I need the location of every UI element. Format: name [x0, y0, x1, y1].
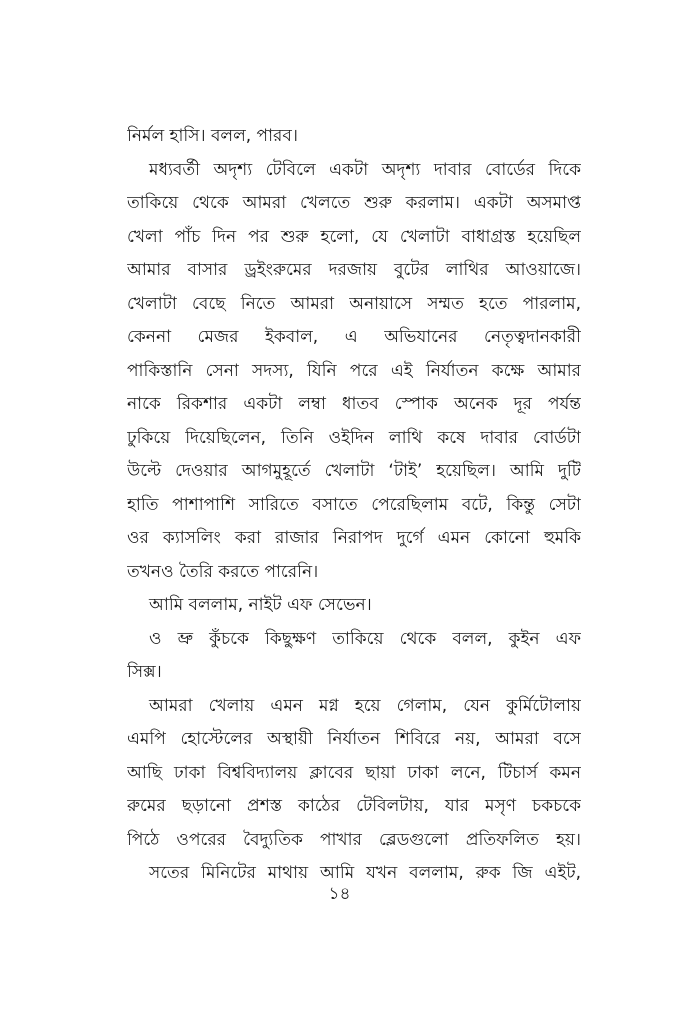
text-line: তখনও তৈরি করতে পারেনি।	[127, 561, 319, 582]
text-line: খেলাটা বেছে নিতে আমরা অনায়াসে সম্মত হতে পারলাম,	[127, 293, 581, 314]
text-line: মধ্যবর্তী অদৃশ্য টেবিলে একটা অদৃশ্য দাবার বোর্ডের দিকে	[149, 159, 581, 180]
text-line: পাকিস্তানি সেনা সদস্য, যিনি পরে এই নির্যাতন কক্ষে আমার	[127, 360, 581, 381]
page-number: ১৪	[328, 884, 351, 904]
text-line: খেলা পাঁচ দিন পর শুরু হলো, যে খেলাটা বাধাগ্রস্ত হয়েছিল	[127, 226, 581, 247]
text-line: পিঠে ওপরের বৈদ্যুতিক পাখার ব্লেডগুলো প্রতিফলিত হয়।	[127, 829, 581, 850]
text-line: আমার বাসার ড্রইংরুমের দরজায় বুটের লাথির আওয়াজে।	[127, 260, 581, 280]
text-line: হাতি পাশাপাশি সারিতে বসাতে পেরেছিলাম বটে, কিন্তু সেটা	[127, 494, 581, 515]
text-line: সিক্স।	[127, 662, 162, 682]
text-line: এমপি হোস্টেলের অস্থায়ী নির্যাতন শিবিরে নয়, আমরা বসে	[127, 729, 581, 749]
text-line: আমরা খেলায় এমন মগ্ন হয়ে গেলাম, যেন কুর্মিটোলায়	[149, 695, 581, 716]
text-line: রুমের ছড়ানো প্রশস্ত কাঠের টেবিলটায়, যার মসৃণ চকচকে	[127, 796, 581, 816]
body-text	[127, 120, 581, 891]
text-line: তাকিয়ে থেকে আমরা খেলতে শুরু করলাম। একটা অসমাপ্ত	[127, 193, 581, 213]
text-line: ওর ক্যাসলিং করা রাজার নিরাপদ দুর্গে এমন কোনো হুমকি	[127, 528, 581, 548]
text-line: আছি ঢাকা বিশ্ববিদ্যালয় ক্লাবের ছায়া ঢাকা লনে, টিচার্স কমন	[127, 762, 581, 783]
text-line: কেননা মেজর ইকবাল, এ অভিযানের নেতৃত্বদানকারী	[127, 327, 581, 347]
text-line: ঢুকিয়ে দিয়েছিলেন, তিনি ওইদিন লাথি কষে দাবার বোর্ডটা	[127, 427, 581, 448]
text-line: উল্টে দেওয়ার আগমুহূর্তে খেলাটা ‘টাই’ হয়েছিল। আমি দুটি	[127, 461, 581, 481]
text-line: সতের মিনিটের মাথায় আমি যখন বললাম, রুক জি এইট,	[149, 863, 581, 883]
text-line: আমি বললাম, নাইট এফ সেভেন।	[149, 595, 372, 615]
text-line: ও ভ্রু কুঁচকে কিছুক্ষণ তাকিয়ে থেকে বলল, কুইন এফ	[149, 628, 581, 649]
text-line: নাকে রিকশার একটা লম্বা ধাতব স্পোক অনেক দূর পর্যন্ত	[127, 394, 581, 414]
text-line: নির্মল হাসি। বলল, পারব।	[127, 126, 298, 146]
